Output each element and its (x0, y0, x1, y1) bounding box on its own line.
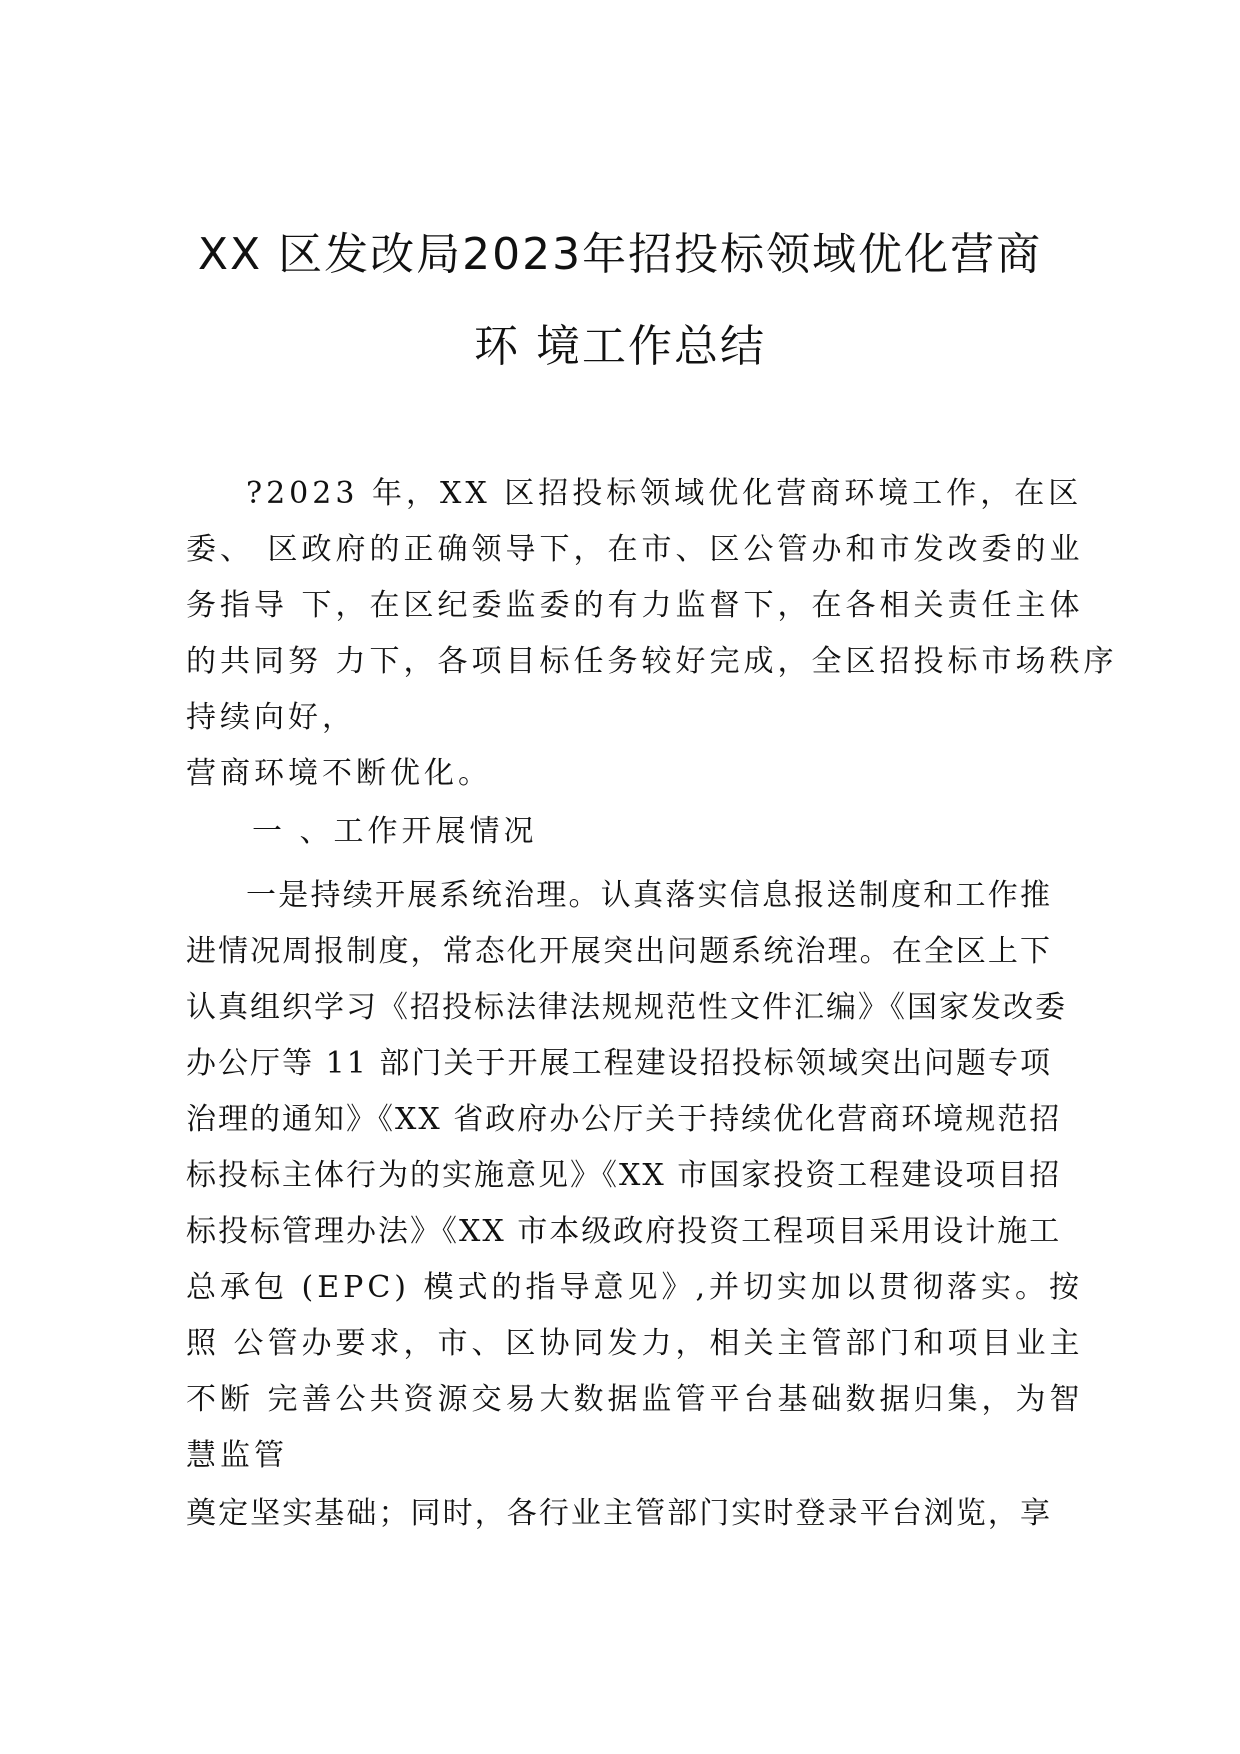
body-line-8: 一是持续开展系统治理。认真落实信息报送制度和工作推 (246, 878, 1052, 913)
body-line-18: 慧监管 (186, 1438, 288, 1473)
body-line-13: 标投标主体行为的实施意见》《XX 市国家投资工程建设项目招 (186, 1158, 1062, 1193)
body-line-4: 的共同努 力下，各项目标任务较好完成，全区招投标市场秩序 (186, 644, 1118, 679)
body-line-16: 照 公管办要求，市、区协同发力，相关主管部门和项目业主 (186, 1326, 1084, 1361)
body-line-2: 委、 区政府的正确领导下，在市、区公管办和市发改委的业 (186, 532, 1084, 567)
body-line-10: 认真组织学习《招投标法律法规规范性文件汇编》《国家发改委 (186, 990, 1067, 1025)
document-title-line-2: 环 境工作总结 (474, 321, 766, 372)
body-line-5: 持续向好， (186, 700, 356, 735)
body-line-6: 营商环境不断优化。 (186, 756, 492, 791)
section-heading-1: 一 、工作开展情况 (252, 814, 538, 849)
document-title-line-1: XX 区发改局2023年招投标领域优化营商 (197, 229, 1043, 280)
body-line-15: 总承包 (EPC) 模式的指导意见》,并切实加以贯彻落实。按 (186, 1270, 1084, 1305)
body-line-12: 治理的通知》《XX 省政府办公厅关于持续优化营商环境规范招 (186, 1102, 1062, 1137)
body-line-17: 不断 完善公共资源交易大数据监管平台基础数据归集，为智 (186, 1382, 1084, 1417)
body-line-11: 办公厅等 11 部门关于开展工程建设招投标领域突出问题专项 (186, 1046, 1052, 1081)
body-line-14: 标投标管理办法》《XX 市本级政府投资工程项目采用设计施工 (186, 1214, 1062, 1249)
body-line-3: 务指导 下，在区纪委监委的有力监督下，在各相关责任主体 (186, 588, 1084, 623)
body-line-19: 奠定坚实基础；同时，各行业主管部门实时登录平台浏览，享 (186, 1496, 1052, 1531)
body-line-9: 进情况周报制度，常态化开展突出问题系统治理。在全区上下 (186, 934, 1052, 969)
body-line-1: ?2023 年，XX 区招投标领域优化营商环境工作，在区 (246, 476, 1083, 511)
